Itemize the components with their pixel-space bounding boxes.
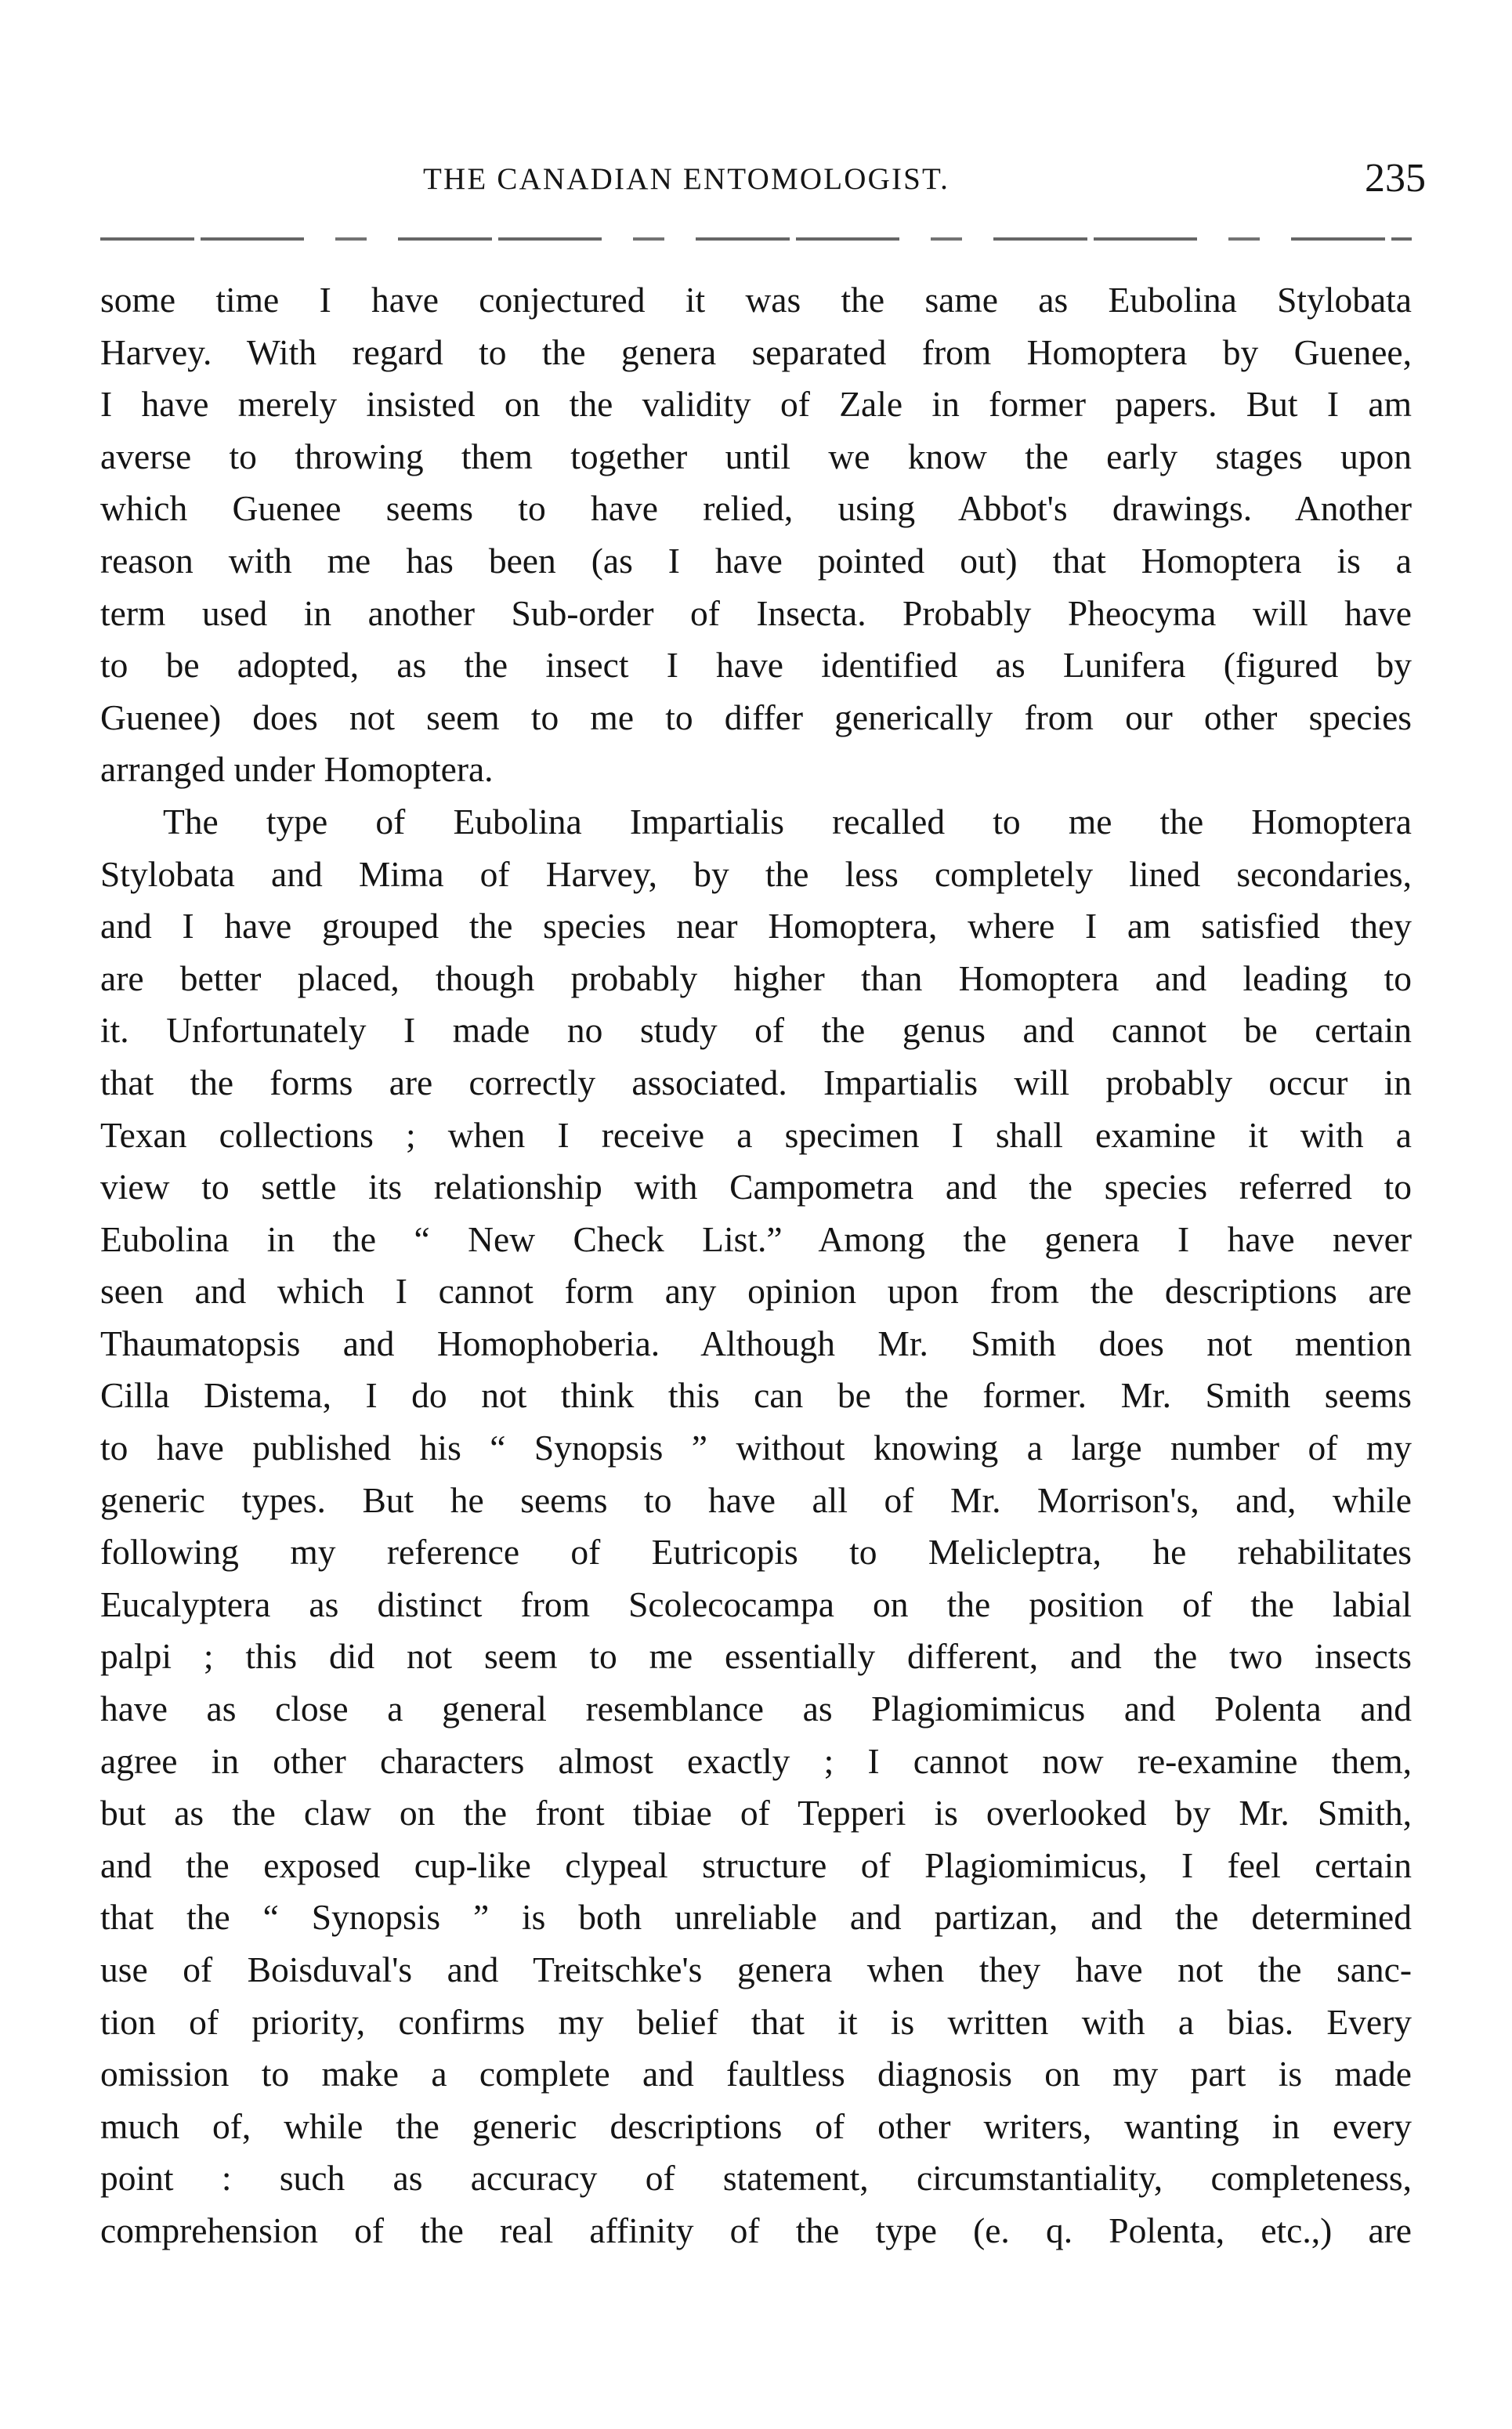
text-line-31: and the exposed cup-like clypeal structure of Plagiomimicus, I feel certain xyxy=(100,1844,1412,1885)
body-text xyxy=(100,274,1412,2257)
text-line-37: point : such as accuracy of statement, circumstantiality, completeness, xyxy=(100,2158,1412,2199)
text-line-17: Texan collections ; when I receive a specimen I shall examine it with a xyxy=(100,1114,1412,1155)
text-line-13: and I have grouped the species near Homoptera, where I am satisfied they xyxy=(100,906,1412,947)
text-line-29: agree in other characters almost exactly ; I cannot now re-examine them, xyxy=(100,1740,1412,1781)
text-line-5: which Guenee seems to have relied, using Abbot's drawings. Another xyxy=(100,488,1412,529)
text-line-14: are better placed, though probably higher than Homoptera and leading to xyxy=(100,957,1412,998)
text-line-30: but as the claw on the front tibiae of Tepperi is overlooked by Mr. Smith, xyxy=(100,1793,1412,1834)
text-line-19: Eubolina in the “ New Check List.” Among the genera I have never xyxy=(100,1218,1412,1259)
journal-title: THE CANADIAN ENTOMOLOGIST. xyxy=(423,162,950,196)
text-line-23: to have published his “ Synopsis ” without knowing a large number of my xyxy=(100,1428,1412,1468)
text-line-34: tion of priority, confirms my belief that it is written with a bias. Every xyxy=(100,2001,1412,2042)
text-line-16: that the forms are correctly associated. Impartialis will probably occur in xyxy=(100,1062,1412,1102)
text-line-27: palpi ; this did not seem to me essentially different, and the two insects xyxy=(100,1636,1412,1677)
text-line-28: have as close a general resemblance as Plagiomimicus and Polenta and xyxy=(100,1689,1412,1729)
text-line-38: comprehension of the real affinity of the type (e. q. Polenta, etc.,) are xyxy=(100,2210,1412,2250)
text-line-9: Guenee) does not seem to me to differ generically from our other species xyxy=(100,697,1412,737)
text-line-6: reason with me has been (as I have pointed out) that Homoptera is a xyxy=(100,540,1412,581)
header-rule xyxy=(100,237,1412,241)
text-line-33: use of Boisduval's and Treitschke's genera when they have not the sanc- xyxy=(100,1949,1412,1989)
text-line-1: some time I have conjectured it was the same as Eubolina Stylobata xyxy=(100,280,1412,320)
text-line-4: averse to throwing them together until we know the early stages upon xyxy=(100,436,1412,476)
text-line-3: I have merely insisted on the validity of Zale in former papers. But I am xyxy=(100,384,1412,425)
text-line-7: term used in another Sub-order of Insecta. Probably Pheocyma will have xyxy=(100,592,1412,633)
text-line-10: arranged under Homoptera. xyxy=(100,749,494,790)
text-line-11: The type of Eubolina Impartialis recalled to me the Homoptera xyxy=(163,801,1412,842)
text-line-25: following my reference of Eutricopis to Melicleptra, he rehabilitates xyxy=(100,1532,1412,1573)
page-number: 235 xyxy=(1365,156,1426,201)
text-line-8: to be adopted, as the insect I have identified as Lunifera (figured by xyxy=(100,645,1412,686)
text-line-36: much of, while the generic descriptions of other writers, wanting in every xyxy=(100,2105,1412,2146)
text-line-22: Cilla Distema, I do not think this can be the former. Mr. Smith seems xyxy=(100,1375,1412,1416)
text-line-32: that the “ Synopsis ” is both unreliable and partizan, and the determined xyxy=(100,1897,1412,1938)
text-line-20: seen and which I cannot form any opinion upon from the descriptions are xyxy=(100,1271,1412,1312)
text-line-15: it. Unfortunately I made no study of the genus and cannot be certain xyxy=(100,1010,1412,1051)
running-head xyxy=(94,155,1426,210)
text-line-12: Stylobata and Mima of Harvey, by the less completely lined secondaries, xyxy=(100,853,1412,894)
text-line-2: Harvey. With regard to the genera separated from Homoptera by Guenee, xyxy=(100,331,1412,372)
text-line-18: view to settle its relationship with Campometra and the species referred to xyxy=(100,1167,1412,1207)
text-line-21: Thaumatopsis and Homophoberia. Although Mr. Smith does not mention xyxy=(100,1323,1412,1363)
text-line-26: Eucalyptera as distinct from Scolecocampa on the position of the labial xyxy=(100,1584,1412,1624)
text-line-24: generic types. But he seems to have all of Mr. Morrison's, and, while xyxy=(100,1479,1412,1520)
text-line-35: omission to make a complete and faultless diagnosis on my part is made xyxy=(100,2054,1412,2094)
